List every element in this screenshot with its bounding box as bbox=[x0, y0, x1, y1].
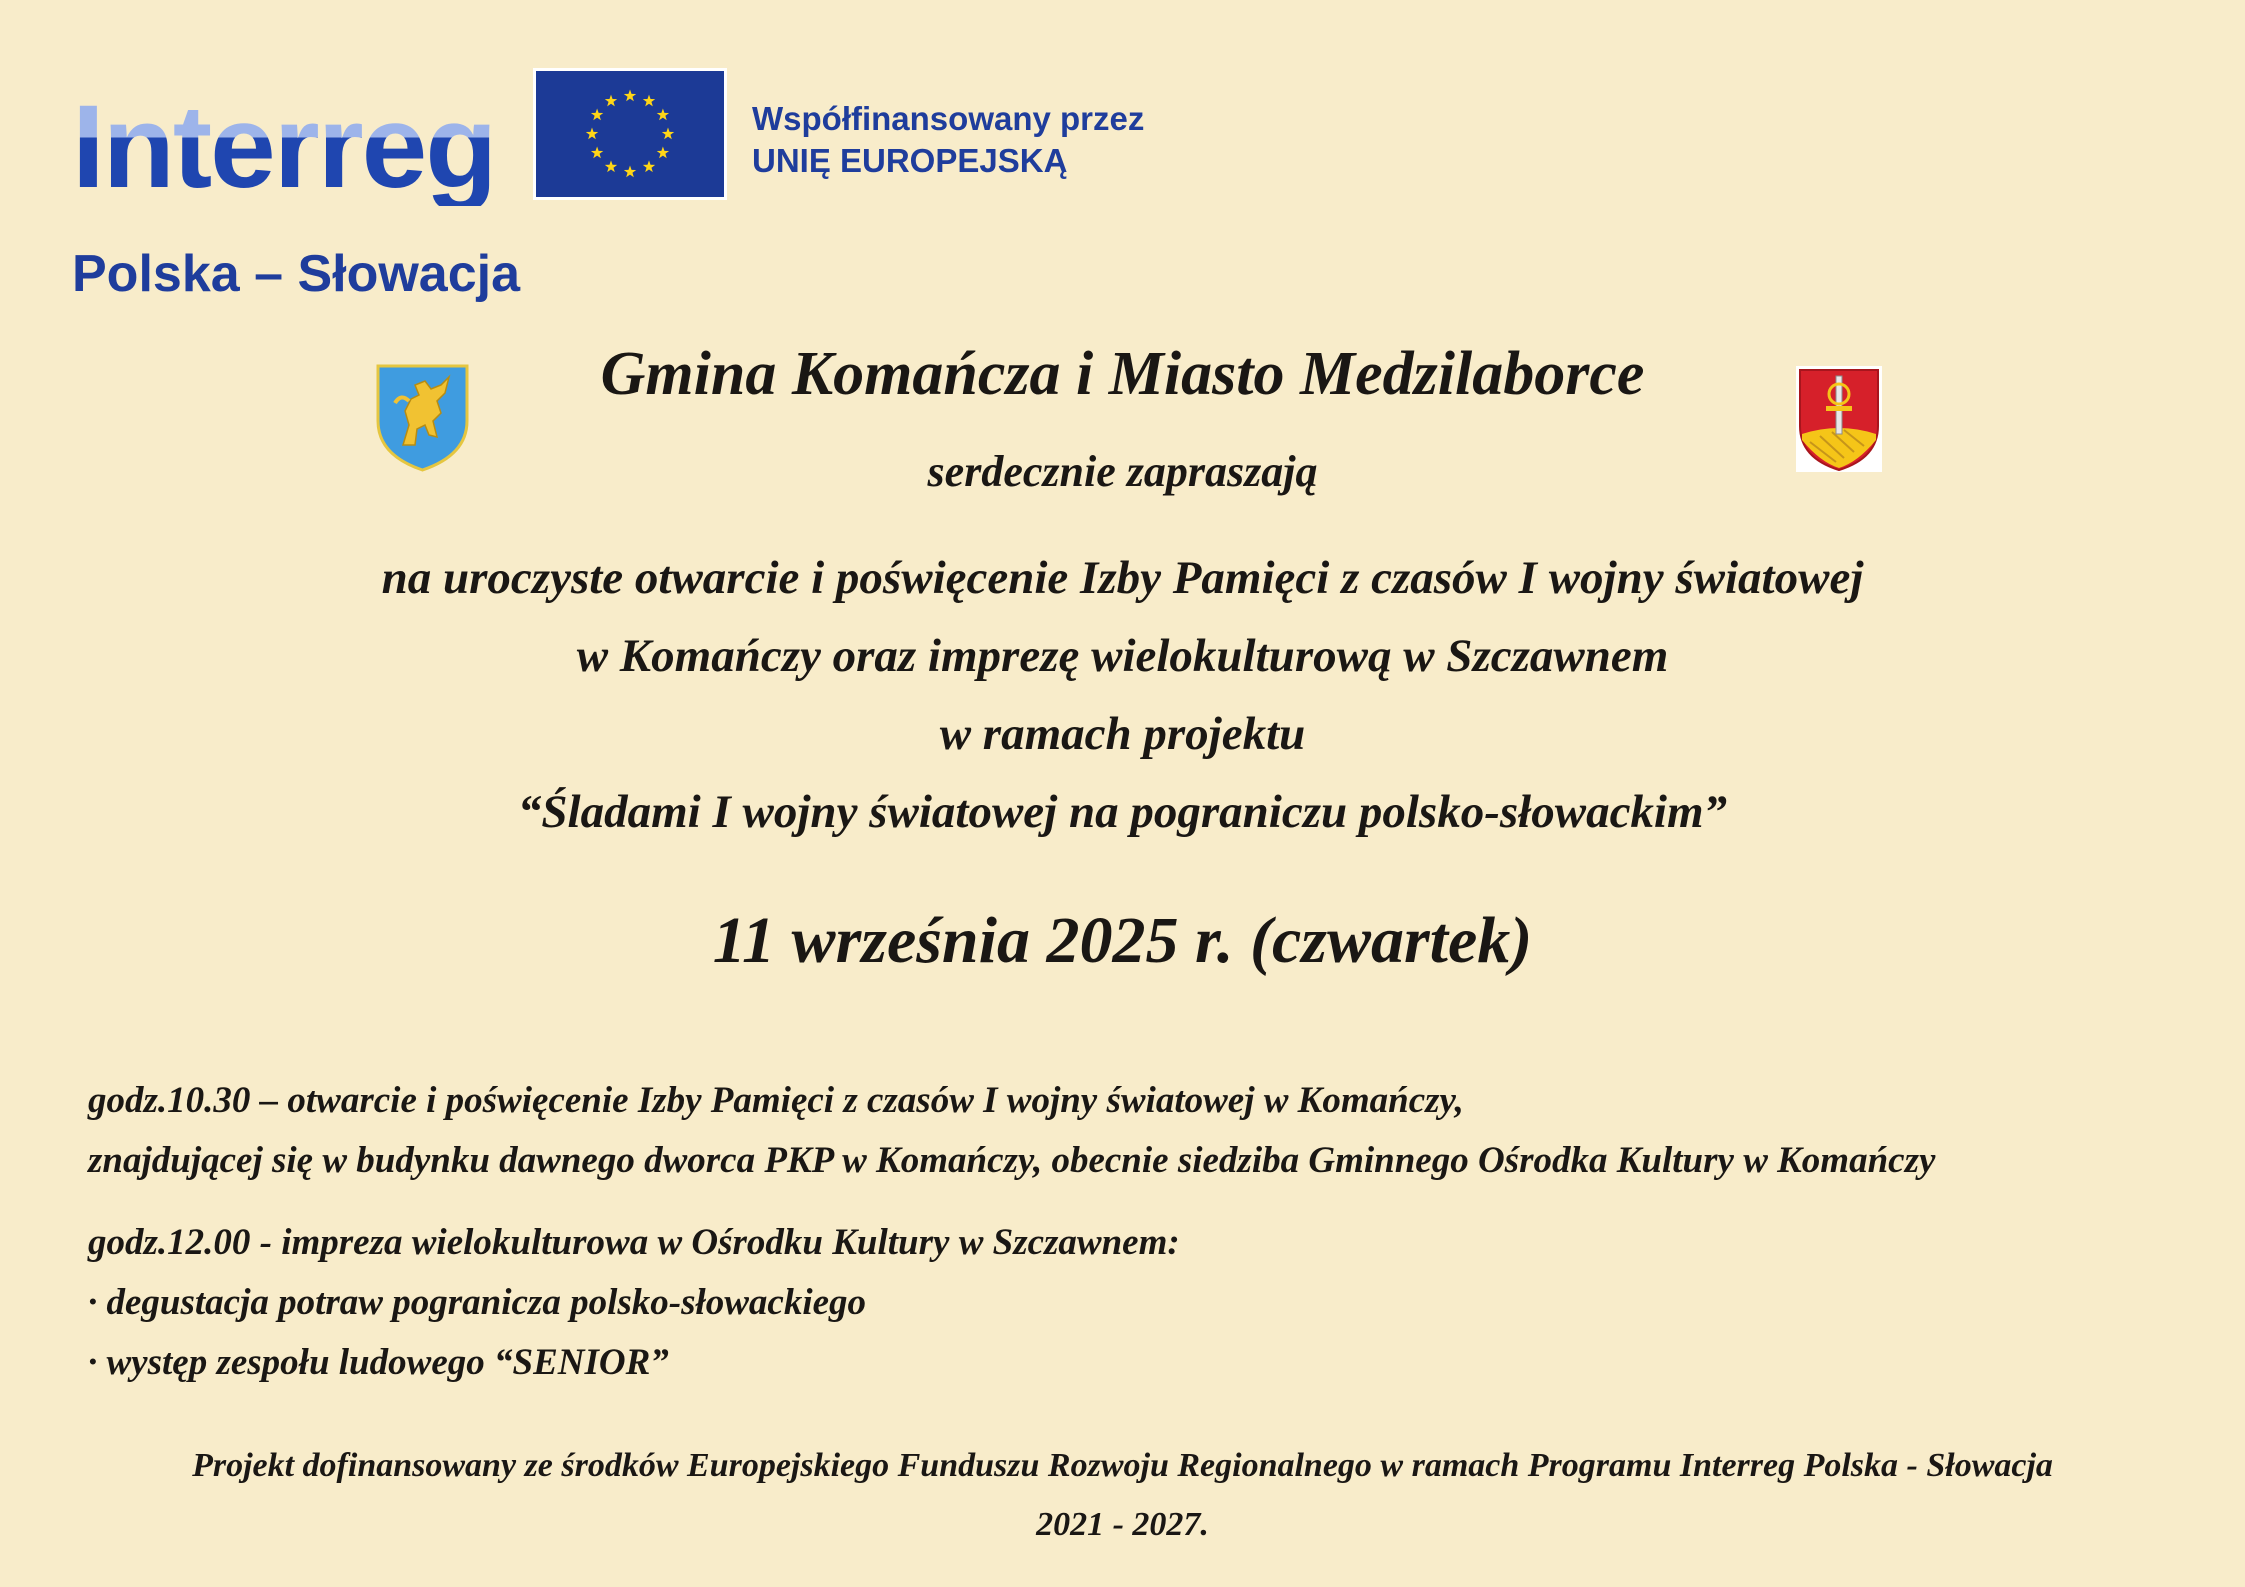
program-subtitle: Polska – Słowacja bbox=[72, 245, 521, 303]
eu-flag-icon bbox=[536, 71, 724, 197]
description-line: w Komańczy oraz imprezę wielokulturową w Szczawnem bbox=[576, 630, 1669, 682]
schedule-item-1030-detail: znajdującej się w budynku dawnego dworca PKP w Komańczy, obecnie siedziba Gminnego Ośrodka Kultury w Komańczy bbox=[88, 1140, 1936, 1181]
funding-period: 2021 - 2027. bbox=[1036, 1506, 1209, 1543]
eu-flag bbox=[533, 68, 727, 200]
project-name: “Śladami I wojny światowej na pograniczu polsko-słowackim” bbox=[517, 786, 1728, 838]
eu-cofinancing-label bbox=[752, 98, 1144, 182]
interreg-logo: Interreg bbox=[72, 81, 496, 213]
description-line: na uroczyste otwarcie i poświęcenie Izby Pamięci z czasów I wojny światowej bbox=[381, 552, 1864, 604]
invitation-subtitle: serdecznie zapraszają bbox=[927, 447, 1318, 496]
eu-line2: UNIĘ EUROPEJSKĄ bbox=[752, 142, 1068, 179]
schedule-item-1200: godz.12.00 - impreza wielokulturowa w Ośrodku Kultury w Szczawnem: bbox=[88, 1222, 1180, 1263]
event-date: 11 września 2025 r. (czwartek) bbox=[712, 904, 1533, 977]
invitation-title: Gmina Komańcza i Miasto Medzilaborce bbox=[600, 340, 1645, 408]
schedule-bullet: · występ zespołu ludowego “SENIOR” bbox=[88, 1342, 669, 1383]
eu-line1: Współfinansowany przez bbox=[752, 100, 1145, 137]
schedule-item-1030: godz.10.30 – otwarcie i poświęcenie Izby Pamięci z czasów I wojny światowej w Komańczy, bbox=[88, 1080, 1464, 1121]
description-line: w ramach projektu bbox=[939, 708, 1306, 760]
funding-note: Projekt dofinansowany ze środków Europejskiego Funduszu Rozwoju Regionalnego w ramach Programu Interreg Polska - Słowacja bbox=[192, 1447, 2053, 1484]
schedule-bullet: · degustacja potraw pogranicza polsko-słowackiego bbox=[88, 1282, 867, 1323]
